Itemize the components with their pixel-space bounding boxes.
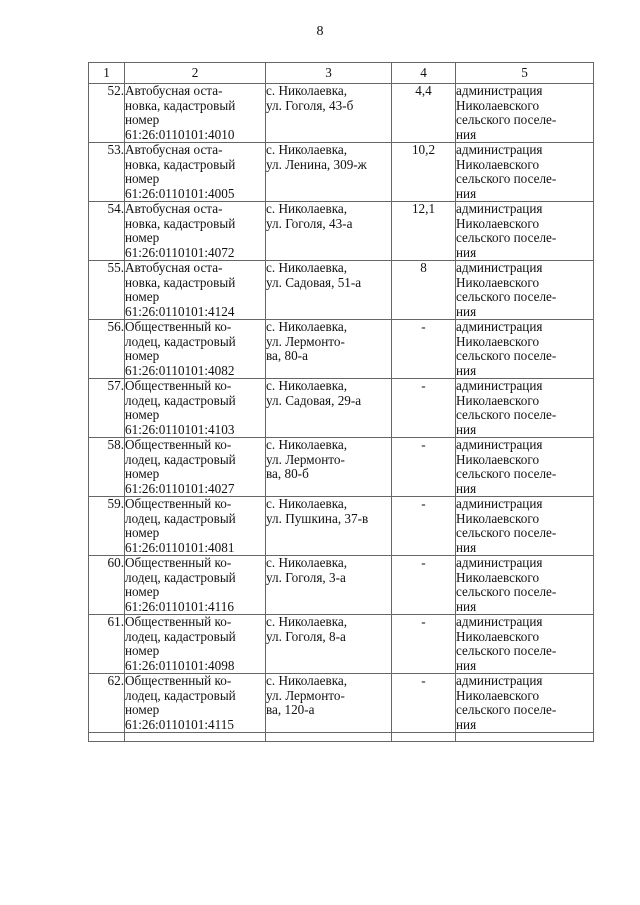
object-owner-line: Николаевского — [456, 451, 540, 467]
object-address-line: с. Николаевка, — [266, 319, 348, 334]
object-name-line: новка, кадастровый — [125, 97, 236, 113]
object-address-line: с. Николаевка, — [266, 496, 348, 511]
object-area: - — [392, 320, 456, 379]
object-owner-line: Николаевского — [456, 333, 540, 349]
row-number: 60. — [89, 556, 125, 615]
object-name-line: Общественный ко- — [125, 496, 232, 511]
object-area: - — [392, 438, 456, 497]
object-name-line: номер — [125, 584, 160, 599]
object-name-line: лодец, кадастровый — [125, 392, 236, 408]
object-owner-line: сельского поселе- — [456, 289, 557, 304]
object-name-line: Автобусная оста- — [125, 260, 223, 275]
object-owner-line: администрация — [456, 260, 543, 275]
table-row — [89, 320, 594, 379]
object-address-line: ва, 80-а — [266, 348, 308, 363]
row-number: 59. — [89, 497, 125, 556]
object-name-line: 61:26:0110101:4115 — [125, 716, 234, 732]
column-header: 4 — [392, 63, 456, 84]
table-row — [89, 261, 594, 320]
object-owner-line: ния — [456, 480, 477, 496]
object-area: - — [392, 379, 456, 438]
object-owner-line: Николаевского — [456, 628, 540, 644]
object-name-line: 61:26:0110101:4103 — [125, 421, 235, 437]
object-name-line: 61:26:0110101:4082 — [125, 362, 235, 378]
object-address-line: ул. Лермонто- — [266, 687, 345, 703]
object-address-line: с. Николаевка, — [266, 673, 348, 688]
object-name-line: номер — [125, 348, 160, 363]
object-address-line: ул. Пушкина, 37-в — [266, 510, 369, 526]
object-name-line: лодец, кадастровый — [125, 628, 236, 644]
object-name-line: номер — [125, 702, 160, 717]
object-area: 8 — [392, 261, 456, 320]
object-owner — [456, 615, 594, 674]
object-owner — [456, 438, 594, 497]
object-area: - — [392, 615, 456, 674]
object-name-line: лодец, кадастровый — [125, 569, 236, 585]
object-address-line: ул. Ленина, 309-ж — [266, 156, 367, 172]
table-row — [89, 556, 594, 615]
object-owner-line: Николаевского — [456, 156, 540, 172]
header-row — [89, 63, 594, 84]
object-owner-line: сельского поселе- — [456, 171, 557, 186]
object-name — [125, 320, 266, 379]
row-number: 56. — [89, 320, 125, 379]
object-address-line: ва, 120-а — [266, 702, 315, 717]
table-row — [89, 674, 594, 733]
object-address — [266, 438, 392, 497]
object-owner-line: сельского поселе- — [456, 584, 557, 599]
object-area: 12,1 — [392, 202, 456, 261]
table-row — [89, 497, 594, 556]
object-address-line: с. Николаевка, — [266, 437, 348, 452]
object-address-line: ул. Гоголя, 8-а — [266, 628, 346, 644]
object-address-line: ул. Гоголя, 43-б — [266, 97, 354, 113]
object-owner-line: администрация — [456, 555, 543, 570]
object-name-line: 61:26:0110101:4124 — [125, 303, 235, 319]
object-owner-line: сельского поселе- — [456, 466, 557, 481]
empty-cell — [456, 733, 594, 742]
table-row — [89, 202, 594, 261]
object-name-line: Автобусная оста- — [125, 201, 223, 216]
object-owner — [456, 261, 594, 320]
object-name-line: новка, кадастровый — [125, 215, 236, 231]
object-name-line: номер — [125, 643, 160, 658]
object-owner-line: Николаевского — [456, 687, 540, 703]
object-address-line: с. Николаевка, — [266, 614, 348, 629]
object-owner-line: ния — [456, 185, 477, 201]
object-owner — [456, 84, 594, 143]
object-address-line: ул. Садовая, 51-а — [266, 274, 362, 290]
object-name — [125, 84, 266, 143]
table-row — [89, 84, 594, 143]
table-row — [89, 143, 594, 202]
object-name-line: Общественный ко- — [125, 437, 232, 452]
object-owner-line: администрация — [456, 319, 543, 334]
object-owner-line: администрация — [456, 201, 543, 216]
object-owner-line: администрация — [456, 83, 543, 98]
table-row — [89, 438, 594, 497]
empty-cell — [266, 733, 392, 742]
object-address-line: ул. Лермонто- — [266, 451, 345, 467]
object-owner-line: ния — [456, 716, 477, 732]
object-address-line: с. Николаевка, — [266, 201, 348, 216]
object-owner-line: сельского поселе- — [456, 643, 557, 658]
object-name — [125, 261, 266, 320]
object-owner-line: ния — [456, 303, 477, 319]
object-owner — [456, 556, 594, 615]
object-name — [125, 438, 266, 497]
object-owner-line: ния — [456, 598, 477, 614]
object-owner — [456, 320, 594, 379]
object-name-line: Автобусная оста- — [125, 83, 223, 98]
object-owner-line: ния — [456, 126, 477, 142]
object-address-line: с. Николаевка, — [266, 260, 348, 275]
object-address — [266, 320, 392, 379]
object-address — [266, 556, 392, 615]
object-name-line: номер — [125, 289, 160, 304]
object-name-line: номер — [125, 466, 160, 481]
row-number: 58. — [89, 438, 125, 497]
object-address — [266, 84, 392, 143]
row-number: 52. — [89, 84, 125, 143]
object-owner-line: Николаевского — [456, 274, 540, 290]
row-number: 57. — [89, 379, 125, 438]
object-address-line: ул. Садовая, 29-а — [266, 392, 362, 408]
empty-cell — [392, 733, 456, 742]
object-name-line: Автобусная оста- — [125, 142, 223, 157]
object-owner — [456, 497, 594, 556]
object-owner — [456, 202, 594, 261]
column-header: 5 — [456, 63, 594, 84]
object-name-line: Общественный ко- — [125, 319, 232, 334]
object-owner-line: ния — [456, 362, 477, 378]
object-owner-line: Николаевского — [456, 392, 540, 408]
object-area: - — [392, 556, 456, 615]
object-owner-line: ния — [456, 539, 477, 555]
object-name-line: 61:26:0110101:4081 — [125, 539, 235, 555]
object-owner-line: сельского поселе- — [456, 702, 557, 717]
object-address-line: с. Николаевка, — [266, 555, 348, 570]
object-name-line: 61:26:0110101:4072 — [125, 244, 235, 260]
object-name-line: лодец, кадастровый — [125, 510, 236, 526]
object-owner-line: ния — [456, 657, 477, 673]
object-name-line: 61:26:0110101:4098 — [125, 657, 235, 673]
object-owner-line: администрация — [456, 437, 543, 452]
object-name-line: Общественный ко- — [125, 614, 232, 629]
row-number: 61. — [89, 615, 125, 674]
object-area: 10,2 — [392, 143, 456, 202]
object-name-line: номер — [125, 407, 160, 422]
object-owner — [456, 379, 594, 438]
table-bottom-padding — [89, 733, 594, 742]
page-number: 8 — [316, 24, 324, 39]
object-address — [266, 261, 392, 320]
object-name-line: лодец, кадастровый — [125, 687, 236, 703]
object-name-line: 61:26:0110101:4010 — [125, 126, 235, 142]
row-number: 53. — [89, 143, 125, 202]
object-address — [266, 674, 392, 733]
object-owner-line: администрация — [456, 614, 543, 629]
row-number: 54. — [89, 202, 125, 261]
object-name-line: 61:26:0110101:4005 — [125, 185, 235, 201]
object-name — [125, 674, 266, 733]
object-address-line: ул. Гоголя, 3-а — [266, 569, 346, 585]
object-owner-line: Николаевского — [456, 215, 540, 231]
object-address-line: с. Николаевка, — [266, 83, 348, 98]
object-name — [125, 556, 266, 615]
object-name-line: 61:26:0110101:4116 — [125, 598, 234, 614]
object-area: - — [392, 674, 456, 733]
object-name-line: новка, кадастровый — [125, 156, 236, 172]
row-number: 62. — [89, 674, 125, 733]
empty-cell — [89, 733, 125, 742]
object-name — [125, 143, 266, 202]
object-address-line: ул. Гоголя, 43-а — [266, 215, 353, 231]
object-owner-line: сельского поселе- — [456, 407, 557, 422]
object-owner-line: сельского поселе- — [456, 525, 557, 540]
object-name — [125, 379, 266, 438]
object-address-line: с. Николаевка, — [266, 142, 348, 157]
object-name-line: лодец, кадастровый — [125, 333, 236, 349]
object-owner — [456, 143, 594, 202]
object-name — [125, 615, 266, 674]
object-owner-line: сельского поселе- — [456, 230, 557, 245]
column-header: 1 — [89, 63, 125, 84]
column-header: 3 — [266, 63, 392, 84]
object-address-line: ва, 80-б — [266, 466, 309, 481]
object-name-line: Общественный ко- — [125, 378, 232, 393]
object-address — [266, 202, 392, 261]
object-owner-line: администрация — [456, 142, 543, 157]
object-name-line: 61:26:0110101:4027 — [125, 480, 235, 496]
object-address — [266, 497, 392, 556]
object-name-line: Общественный ко- — [125, 673, 232, 688]
object-address-line: с. Николаевка, — [266, 378, 348, 393]
object-area: 4,4 — [392, 84, 456, 143]
object-owner-line: Николаевского — [456, 510, 540, 526]
empty-cell — [125, 733, 266, 742]
object-owner-line: Николаевского — [456, 97, 540, 113]
column-header: 2 — [125, 63, 266, 84]
object-owner-line: Николаевского — [456, 569, 540, 585]
object-owner-line: администрация — [456, 378, 543, 393]
table-row — [89, 379, 594, 438]
object-address — [266, 379, 392, 438]
object-owner-line: сельского поселе- — [456, 348, 557, 363]
object-area: - — [392, 497, 456, 556]
object-name — [125, 202, 266, 261]
object-name-line: номер — [125, 171, 160, 186]
object-owner-line: сельского поселе- — [456, 112, 557, 127]
object-name-line: новка, кадастровый — [125, 274, 236, 290]
table-row — [89, 615, 594, 674]
object-address — [266, 615, 392, 674]
property-registry-table — [88, 62, 594, 742]
object-owner-line: ния — [456, 244, 477, 260]
object-name-line: номер — [125, 230, 160, 245]
object-name-line: Общественный ко- — [125, 555, 232, 570]
object-name-line: номер — [125, 525, 160, 540]
object-name-line: номер — [125, 112, 160, 127]
object-owner — [456, 674, 594, 733]
object-address — [266, 143, 392, 202]
object-owner-line: администрация — [456, 496, 543, 511]
object-owner-line: ния — [456, 421, 477, 437]
object-name-line: лодец, кадастровый — [125, 451, 236, 467]
row-number: 55. — [89, 261, 125, 320]
object-owner-line: администрация — [456, 673, 543, 688]
object-address-line: ул. Лермонто- — [266, 333, 345, 349]
object-name — [125, 497, 266, 556]
table-body — [89, 84, 594, 742]
